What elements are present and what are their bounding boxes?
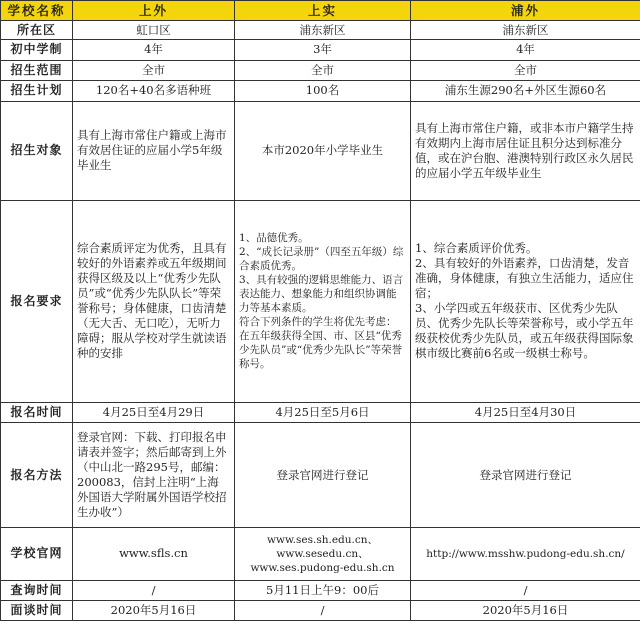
- cell-value: 5月11日上午9：00后: [235, 580, 411, 600]
- row-reg-method: [1, 423, 640, 528]
- website-link[interactable]: http://www.msshw.pudong-edu.sh.cn/: [411, 528, 640, 581]
- row-target: [1, 101, 640, 200]
- row-label: 所在区: [1, 21, 73, 40]
- cell-value: 具有上海市常住户籍，或非本市户籍学生持有效期内上海市居住证且积分达到标准分值，或在沪台胞、港澳特别行政区永久居民的应届小学五年级毕业生: [411, 101, 640, 200]
- cell-value: 4年: [411, 40, 640, 60]
- row-label: 招生对象: [1, 101, 73, 200]
- cell-value: 综合素质评定为优秀，且具有较好的外语素养或五年级期间获得区级及以上“优秀少先队员”或“优秀少先队队长”等荣誉称号；身体健康，口齿清楚（无大舌、无口吃），无听力障碍；服从学校对学生就读语种的安排: [73, 200, 235, 402]
- cell-value: 100名: [235, 80, 411, 101]
- cell-value: 120名+40名多语种班: [73, 80, 235, 101]
- row-label: 招生计划: [1, 80, 73, 101]
- cell-value: 具有上海市常住户籍或上海市有效居住证的应届小学5年级毕业生: [73, 101, 235, 200]
- cell-value: /: [235, 600, 411, 620]
- cell-value: 登录官网进行登记: [411, 423, 640, 528]
- cell-value: 虹口区: [73, 21, 235, 40]
- row-interview: [1, 600, 640, 620]
- header-school-3: 浦外: [411, 1, 640, 21]
- cell-value: 1、综合素质评价优秀。 2、具有较好的外语素养，口齿清楚，发音准确，身体健康，有独立生活能力，适应住宿； 3、小学四或五年级获市、区优秀少先队员、优秀少先队长等荣誉称号，或小学五年级获校优秀少先队员，或五年级获得国际象棋市级比赛前6名或一级棋士称号。: [411, 200, 640, 402]
- cell-value: 浦东新区: [235, 21, 411, 40]
- cell-value: 浦东生源290名+外区生源60名: [411, 80, 640, 101]
- row-label: 招生范围: [1, 60, 73, 80]
- row-website: [1, 528, 640, 581]
- row-label: 查询时间: [1, 580, 73, 600]
- cell-value: 全市: [73, 60, 235, 80]
- header-label: 学校名称: [1, 1, 73, 21]
- row-plan: [1, 80, 640, 101]
- cell-value: 登录官网进行登记: [235, 423, 411, 528]
- row-reg-time: [1, 402, 640, 422]
- cell-value: /: [411, 580, 640, 600]
- row-label: 报名要求: [1, 200, 73, 402]
- header-school-1: 上外: [73, 1, 235, 21]
- row-label: 面谈时间: [1, 600, 73, 620]
- row-location: [1, 21, 640, 40]
- cell-value: 4月25日至4月30日: [411, 402, 640, 422]
- cell-value: 全市: [411, 60, 640, 80]
- cell-value: 全市: [235, 60, 411, 80]
- cell-value: 4月25日至5月6日: [235, 402, 411, 422]
- row-query-time: [1, 580, 640, 600]
- cell-value: 浦东新区: [411, 21, 640, 40]
- cell-value: 本市2020年小学毕业生: [235, 101, 411, 200]
- website-link[interactable]: www.sfls.cn: [73, 528, 235, 581]
- row-years: [1, 40, 640, 60]
- row-requirements: [1, 200, 640, 402]
- row-label: 学校官网: [1, 528, 73, 581]
- row-label: 初中学制: [1, 40, 73, 60]
- cell-value: 4月25日至4月29日: [73, 402, 235, 422]
- website-link[interactable]: www.ses.sh.edu.cn、 www.sesedu.cn、 www.ses.pudong-edu.sh.cn: [235, 528, 411, 581]
- cell-value: 3年: [235, 40, 411, 60]
- header-school-2: 上实: [235, 1, 411, 21]
- row-scope: [1, 60, 640, 80]
- row-label: 报名方法: [1, 423, 73, 528]
- cell-value: 4年: [73, 40, 235, 60]
- cell-value: /: [73, 580, 235, 600]
- cell-value: 1、品德优秀。 2、“成长记录册”（四至五年级）综合素质优秀。 3、具有较强的逻辑思维能力、语言表达能力、想象能力和组织协调能力等基本素质。 符合下列条件的学生将优先考虑：在五年级获得全国、市、区县“优秀少先队员”或“优秀少先队长”等荣誉称号。: [235, 200, 411, 402]
- row-label: 报名时间: [1, 402, 73, 422]
- cell-value: 2020年5月16日: [73, 600, 235, 620]
- header-row: [1, 1, 640, 21]
- cell-value: 2020年5月16日: [411, 600, 640, 620]
- cell-value: 登录官网：下载、打印报名申请表并签字；然后邮寄到上外（中山北一路295号，邮编：200083，信封上注明“上海外国语大学附属外国语学校招生办收”）: [73, 423, 235, 528]
